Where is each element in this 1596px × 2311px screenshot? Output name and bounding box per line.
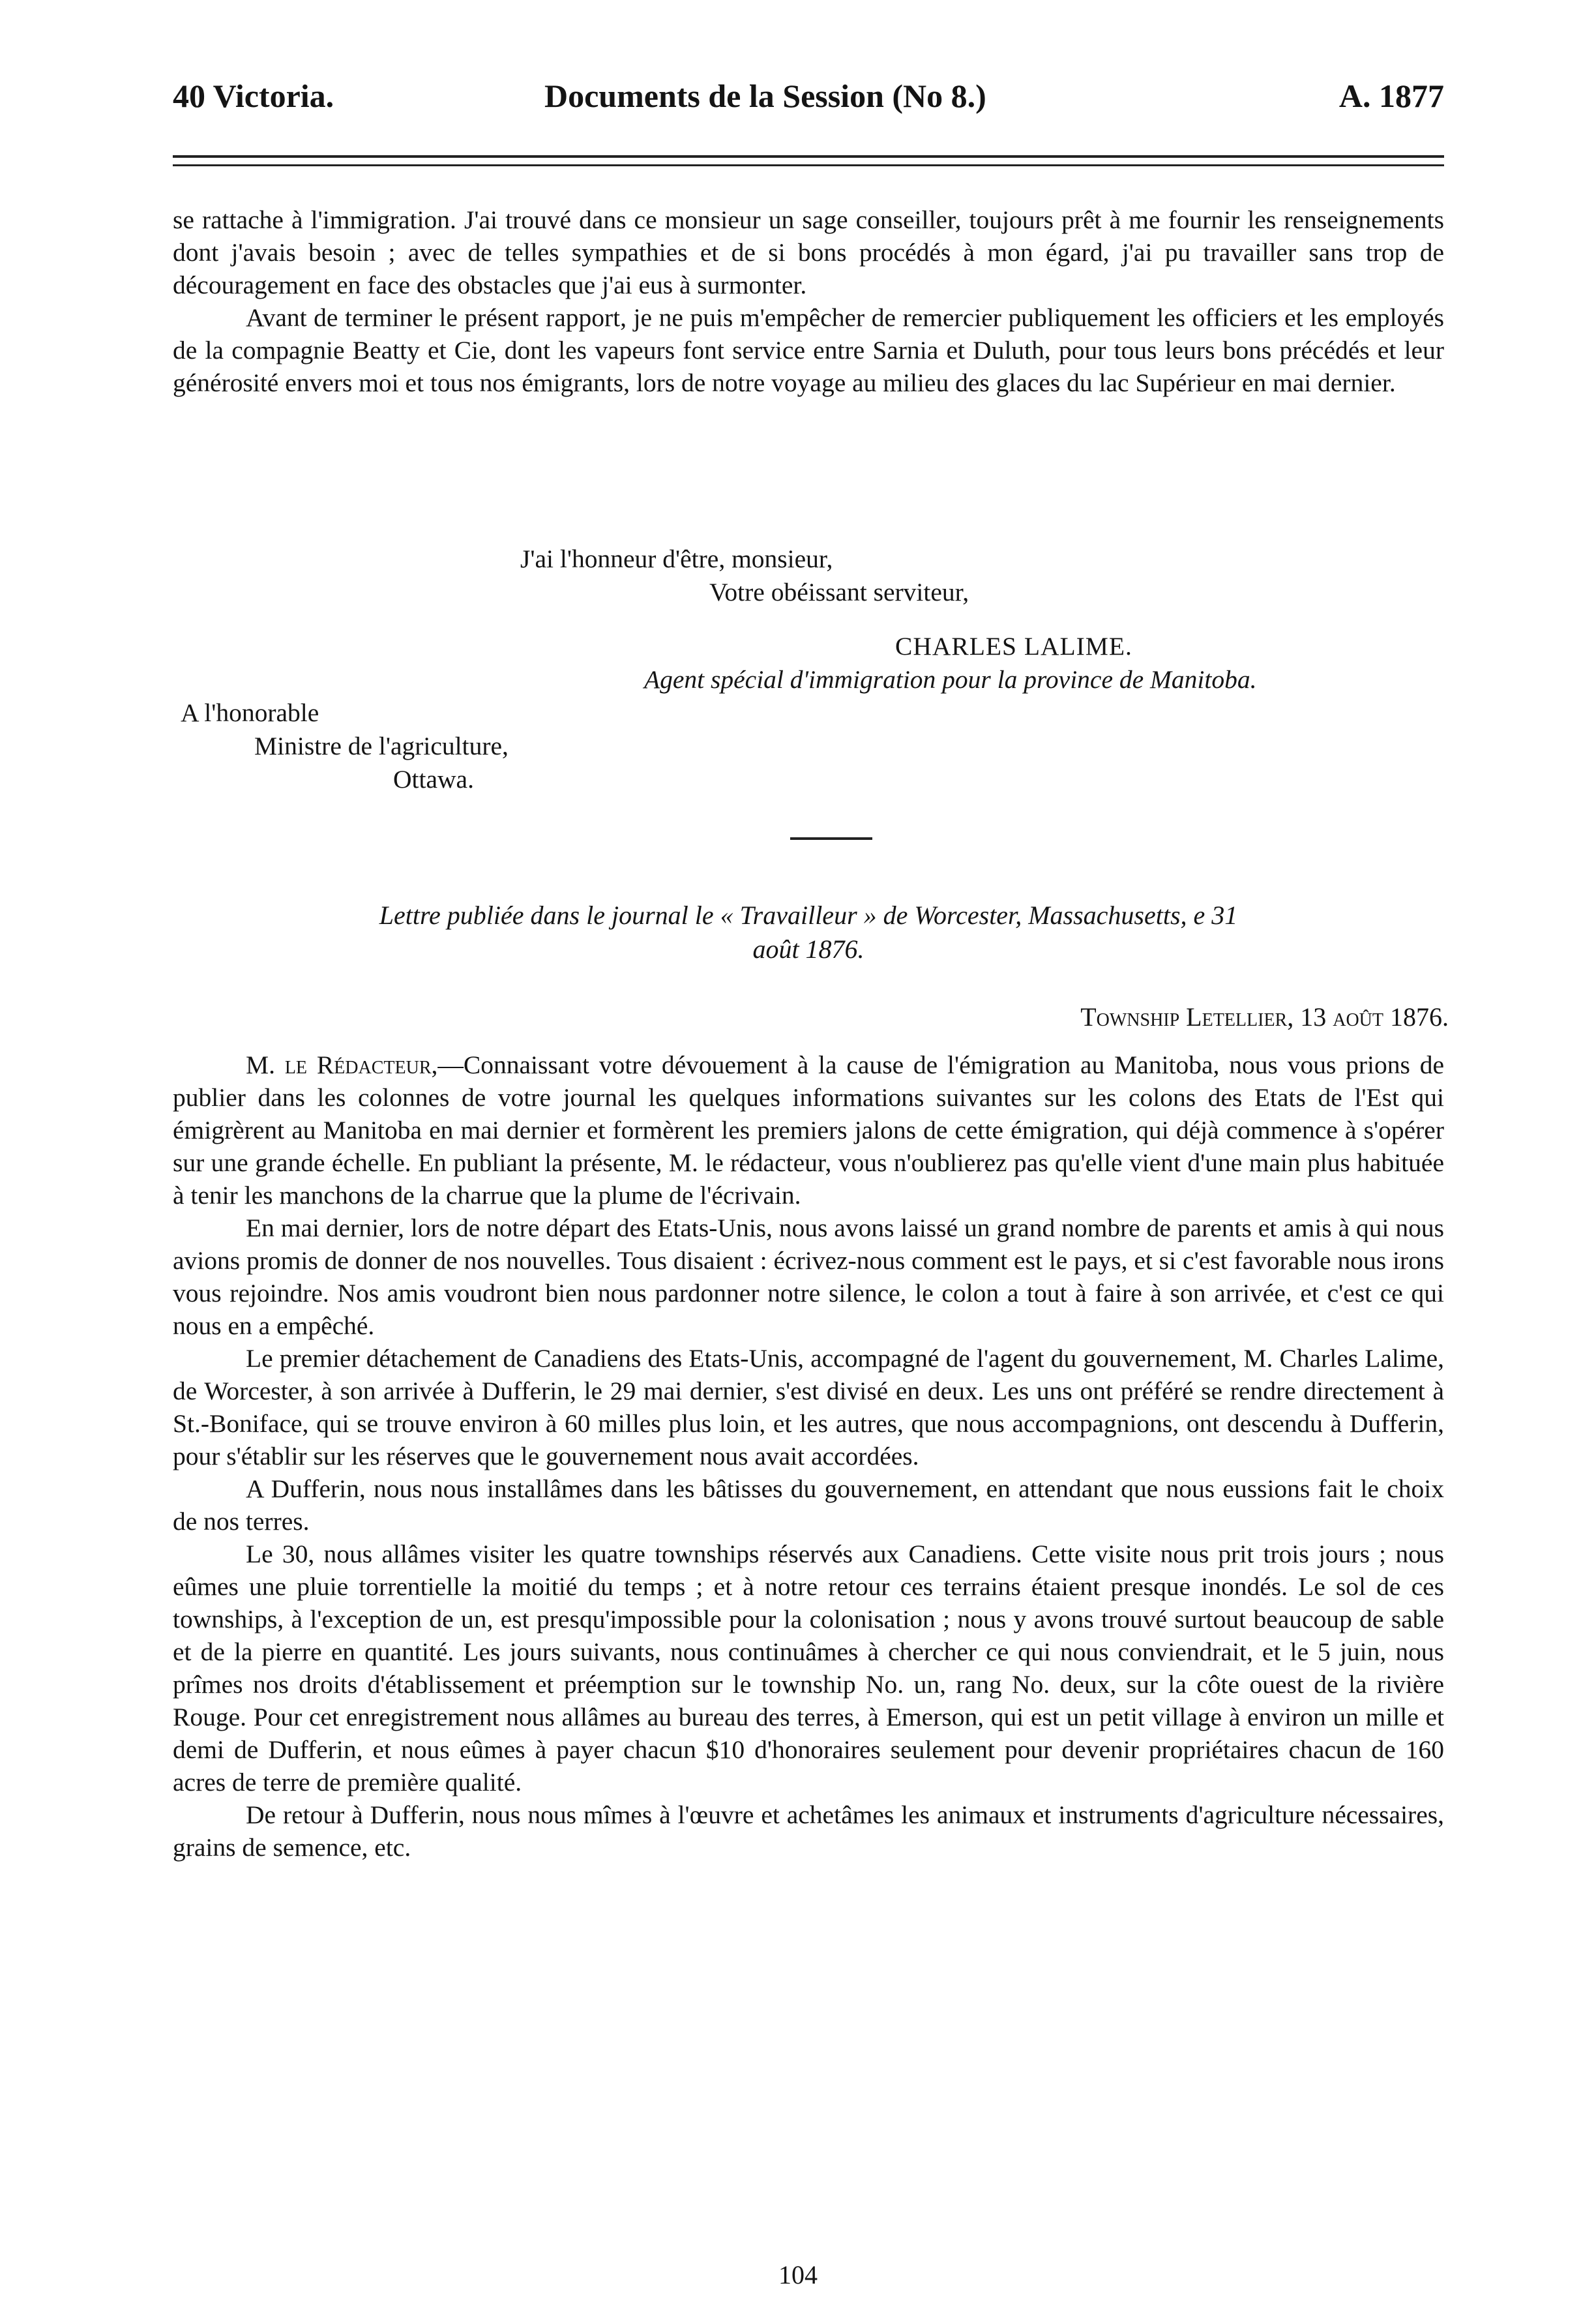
addressee-line-3: Ottawa. — [393, 765, 474, 794]
header-rule-top — [173, 155, 1444, 158]
letter-title-line-1: Lettre publiée dans le journal le « Travailleur » de Worcester, Massachusetts, e 31 — [379, 901, 1238, 930]
page-number: 104 — [778, 2260, 818, 2289]
letter-paragraph-1 — [173, 1049, 1444, 1212]
letter-body — [173, 1049, 1444, 1864]
signature-title: Agent spécial d'immigration pour la province de Manitoba. — [644, 665, 1257, 694]
header-center: Documents de la Session (No 8.) — [544, 78, 986, 114]
closing-line-2: Votre obéissant serviteur, — [709, 578, 969, 606]
letter-title — [173, 899, 1444, 966]
section-divider — [790, 837, 872, 840]
letter-dateline: Township Letellier, 13 août 1876. — [1080, 1002, 1449, 1032]
header-rule-bottom — [173, 164, 1444, 166]
letter-paragraph-6: De retour à Dufferin, nous nous mîmes à l'œuvre et achetâmes les animaux et instruments d'agriculture nécessaires, grains de semence, etc. — [173, 1800, 1444, 1862]
closing-line-1: J'ai l'honneur d'être, monsieur, — [520, 544, 833, 573]
intro-paragraph-2: Avant de terminer le présent rapport, je ne puis m'empêcher de remercier publiquement les officiers et les employés de la compagnie Beatty et Cie, dont les vapeurs font service entre Sarnia et Duluth, pour tous leurs bons précédés et leur générosité envers moi et tous nos émigrants, lors de notre voyage au milieu des glaces du lac Supérieur en mai dernier. — [173, 303, 1444, 397]
letter-title-line-2: août 1876. — [752, 934, 864, 964]
letter-paragraph-1-text: —Connaissant votre dévouement à la cause de l'émigration au Manitoba, nous vous prions de publier dans les colonnes de votre journal les quelques informations suivantes sur les colons des Etats de l'Est qui émigrèrent au Manitoba en mai dernier et formèrent les premiers jalons de cette émigration, qui déjà commence à s'opérer sur une grande échelle. En publiant la présente, M. le rédacteur, vous n'oublierez pas qu'elle vient d'une main plus habituée à tenir les manchons de la charrue que la plume de l'écrivain. — [173, 1051, 1445, 1210]
letter-paragraph-3: Le premier détachement de Canadiens des Etats-Unis, accompagné de l'agent du gouvernement, M. Charles Lalime, de Worcester, à son arrivée à Dufferin, le 29 mai dernier, s'est divisé en deux. Les uns ont préféré se rendre directement à St.-Boniface, qui se trouve environ à 60 milles plus loin, et les autres, que nous accompagnions, ont descendu à Dufferin, pour s'établir sur les réserves que le gouvernement nous avait accordées. — [173, 1344, 1444, 1470]
addressee-line-1: A l'honorable — [181, 698, 319, 727]
header-right: A. 1877 — [1338, 78, 1444, 114]
header-left: 40 Victoria. — [173, 78, 334, 114]
intro-text — [173, 203, 1444, 399]
letter-paragraph-4: A Dufferin, nous nous installâmes dans les bâtisses du gouvernement, en attendant que nous eussions fait le choix de nos terres. — [173, 1474, 1444, 1536]
signature-name: CHARLES LALIME. — [895, 632, 1132, 661]
salutation: M. le Rédacteur, — [246, 1051, 438, 1079]
letter-paragraph-2: En mai dernier, lors de notre départ des Etats-Unis, nous avons laissé un grand nombre de parents et amis à qui nous avions promis de donner de nos nouvelles. Tous disaient : écrivez-nous comment est le pays, et si c'est favorable nous irons vous rejoindre. Nos amis voudront bien nous pardonner notre silence, le colon a tout à faire à son arrivée, et c'est ce qui nous en a empêché. — [173, 1214, 1445, 1340]
intro-paragraph-1: se rattache à l'immigration. J'ai trouvé dans ce monsieur un sage conseiller, toujours prêt à me fournir les renseignements dont j'avais besoin ; avec de telles sympathies et de si bons procédés à mon égard, j'ai pu travailler sans trop de découragement en face des obstacles que j'ai eus à surmonter. — [173, 205, 1444, 299]
running-header — [173, 77, 1444, 129]
letter-paragraph-5: Le 30, nous allâmes visiter les quatre townships réservés aux Canadiens. Cette visite nous prit trois jours ; nous eûmes une pluie torrentielle la moitié du temps ; et à notre retour ces terrains étaient presque inondés. Le sol de ces townships, à l'exception de un, est presqu'impossible pour la colonisation ; nous y avons trouvé surtout beaucoup de sable et de la pierre en quantité. Les jours suivants, nous continuâmes à chercher ce qui nous conviendrait, et le 5 juin, nous prîmes nos droits d'établissement et préemption sur le township No. un, rang No. deux, sur la côte ouest de la rivière Rouge. Pour cet enregistrement nous allâmes au bureau des terres, à Emerson, qui est un petit village à environ un mille et demi de Dufferin, et nous eûmes à payer chacun $10 d'honoraires seulement pour devenir propriétaires chacun de 160 acres de terre de première qualité. — [173, 1540, 1444, 1797]
addressee-line-2: Ministre de l'agriculture, — [254, 732, 509, 760]
